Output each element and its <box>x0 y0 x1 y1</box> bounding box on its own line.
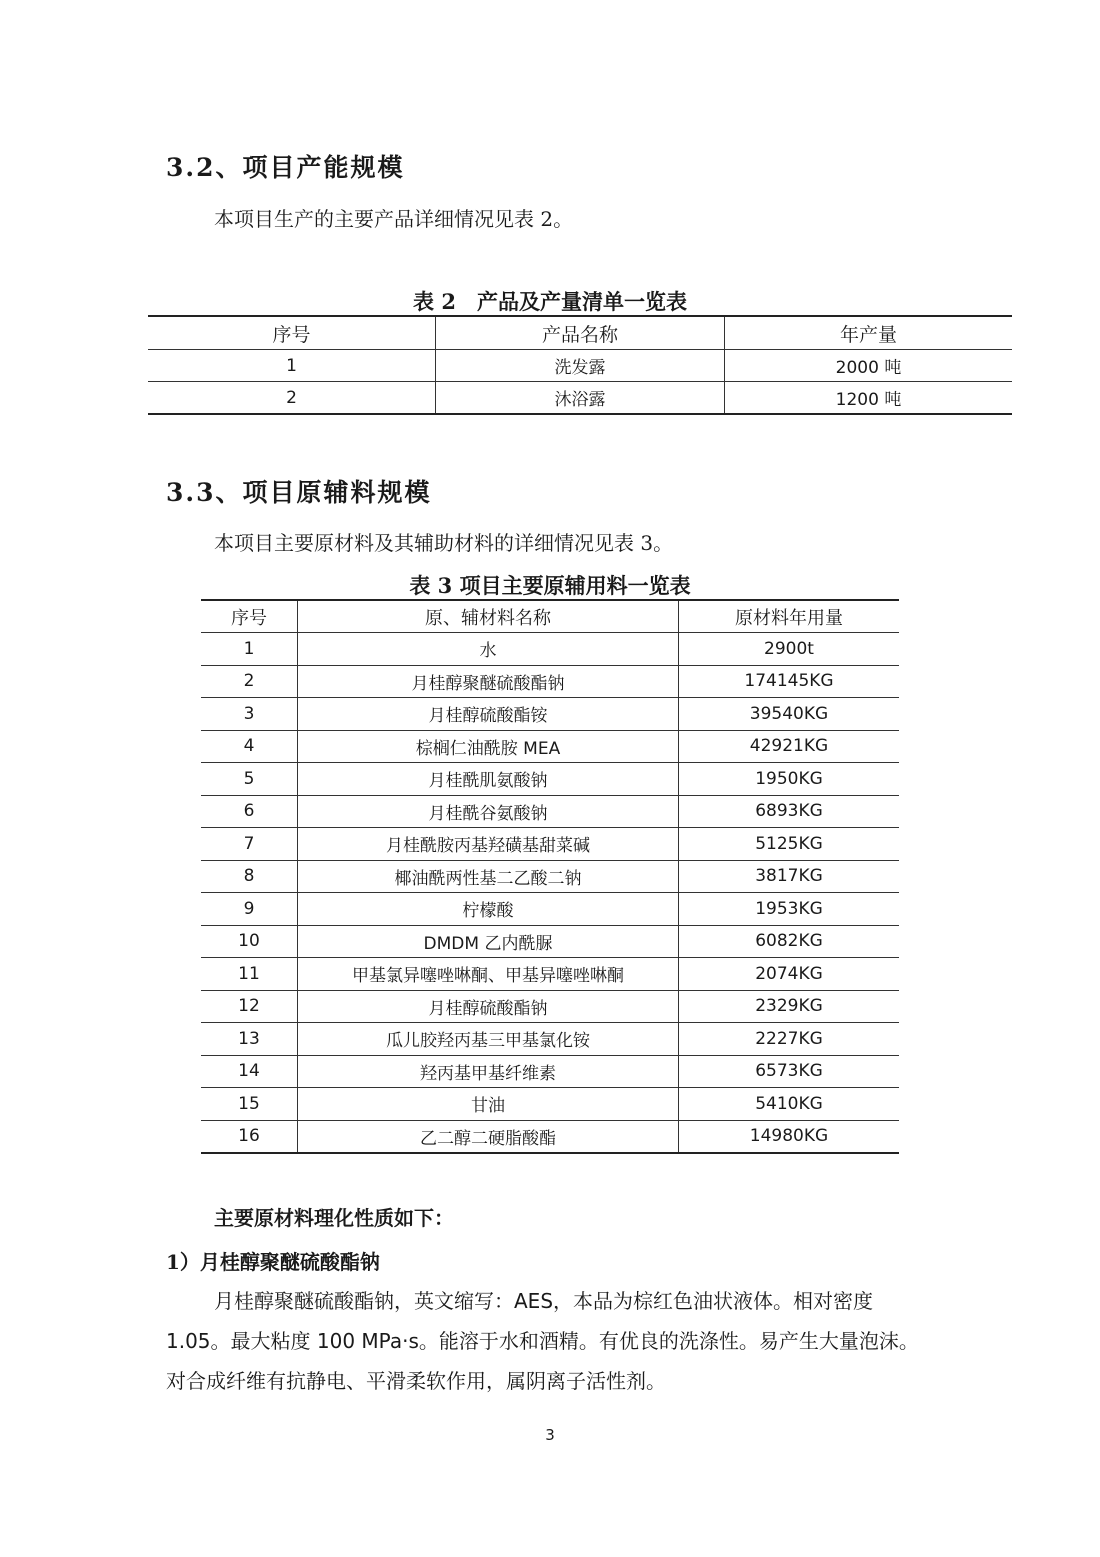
table-cell: 月桂酰胺丙基羟磺基甜菜碱 <box>298 828 679 861</box>
table-row <box>201 1088 899 1121</box>
table-cell: 6893KG <box>679 795 900 828</box>
table-row <box>201 1023 899 1056</box>
materials-table <box>201 599 899 1154</box>
table-header-row <box>148 316 1012 350</box>
header-cell: 年产量 <box>725 316 1013 350</box>
page-number: 3 <box>545 1426 555 1444</box>
table-cell: 水 <box>298 633 679 666</box>
table-cell: 11 <box>201 958 298 991</box>
header-cell: 原、辅材料名称 <box>298 600 679 633</box>
table-row <box>201 990 899 1023</box>
table-row <box>201 1055 899 1088</box>
table-cell: 1 <box>201 633 298 666</box>
section-3-3-intro: 本项目主要原材料及其辅助材料的详细情况见表 3。 <box>214 531 674 555</box>
table-row <box>201 763 899 796</box>
table-cell: 5125KG <box>679 828 900 861</box>
table-cell: 月桂酰谷氨酸钠 <box>298 795 679 828</box>
product-table <box>148 315 1012 415</box>
table-cell: 1200 吨 <box>725 382 1013 415</box>
table-cell: 13 <box>201 1023 298 1056</box>
table-cell: DMDM 乙内酰脲 <box>298 925 679 958</box>
table-cell: 6573KG <box>679 1055 900 1088</box>
table2-caption: 表 2 产品及产量清单一览表 <box>413 289 687 314</box>
header-cell: 原材料年用量 <box>679 600 900 633</box>
table-cell: 3817KG <box>679 860 900 893</box>
table-cell: 42921KG <box>679 730 900 763</box>
table-cell: 6082KG <box>679 925 900 958</box>
table-cell: 2900t <box>679 633 900 666</box>
table-cell: 2 <box>148 382 436 415</box>
table-cell: 15 <box>201 1088 298 1121</box>
table-cell: 1 <box>148 350 436 382</box>
table-cell: 洗发露 <box>436 350 725 382</box>
table-row <box>201 698 899 731</box>
table-cell: 2227KG <box>679 1023 900 1056</box>
table-cell: 柠檬酸 <box>298 893 679 926</box>
table-cell: 2 <box>201 665 298 698</box>
table-row <box>201 795 899 828</box>
table-row <box>201 730 899 763</box>
header-cell: 序号 <box>201 600 298 633</box>
table-cell: 16 <box>201 1120 298 1153</box>
header-cell: 产品名称 <box>436 316 725 350</box>
table-cell: 9 <box>201 893 298 926</box>
table-cell: 2074KG <box>679 958 900 991</box>
section-3-3-heading: 3.3、项目原辅料规模 <box>166 478 432 507</box>
table-row <box>201 958 899 991</box>
table-cell: 乙二醇二硬脂酸酯 <box>298 1120 679 1153</box>
table-row <box>201 860 899 893</box>
property-item-title: 1）月桂醇聚醚硫酸酯钠 <box>166 1250 380 1274</box>
description-line: 月桂醇聚醚硫酸酯钠，英文缩写：AES，本品为棕红色油状液体。相对密度 <box>214 1289 874 1313</box>
table-row <box>201 1120 899 1153</box>
table-row <box>201 893 899 926</box>
table-cell: 月桂醇硫酸酯钠 <box>298 990 679 1023</box>
table-cell: 月桂醇硫酸酯铵 <box>298 698 679 731</box>
header-cell: 序号 <box>148 316 436 350</box>
table-cell: 瓜儿胶羟丙基三甲基氯化铵 <box>298 1023 679 1056</box>
table-row <box>148 350 1012 382</box>
properties-intro: 主要原材料理化性质如下： <box>214 1206 454 1230</box>
table-cell: 椰油酰两性基二乙酸二钠 <box>298 860 679 893</box>
table-cell: 3 <box>201 698 298 731</box>
table-row <box>201 925 899 958</box>
table-row <box>201 828 899 861</box>
table-cell: 12 <box>201 990 298 1023</box>
description-line: 1.05。最大粘度 100 MPa·s。能溶于水和酒精。有优良的洗涤性。易产生大量泡沫。 <box>166 1329 919 1353</box>
table-row <box>201 665 899 698</box>
section-3-2-intro: 本项目生产的主要产品详细情况见表 2。 <box>214 207 574 231</box>
section-3-2-heading: 3.2、项目产能规模 <box>166 153 405 182</box>
table-row <box>201 633 899 666</box>
table-cell: 174145KG <box>679 665 900 698</box>
table-cell: 甘油 <box>298 1088 679 1121</box>
table-cell: 1950KG <box>679 763 900 796</box>
description-line: 对合成纤维有抗静电、平滑柔软作用，属阴离子活性剂。 <box>166 1369 666 1393</box>
table-header-row <box>201 600 899 633</box>
table-cell: 2329KG <box>679 990 900 1023</box>
table-cell: 5 <box>201 763 298 796</box>
table-cell: 14980KG <box>679 1120 900 1153</box>
table-cell: 14 <box>201 1055 298 1088</box>
table-row <box>148 382 1012 415</box>
table-cell: 月桂醇聚醚硫酸酯钠 <box>298 665 679 698</box>
table-cell: 5410KG <box>679 1088 900 1121</box>
table-cell: 6 <box>201 795 298 828</box>
table-cell: 沐浴露 <box>436 382 725 415</box>
table3-caption: 表 3 项目主要原辅用料一览表 <box>409 573 691 598</box>
table-cell: 羟丙基甲基纤维素 <box>298 1055 679 1088</box>
table-cell: 棕榈仁油酰胺 MEA <box>298 730 679 763</box>
table-cell: 4 <box>201 730 298 763</box>
table-cell: 甲基氯异噻唑啉酮、甲基异噻唑啉酮 <box>298 958 679 991</box>
table-cell: 8 <box>201 860 298 893</box>
property-description <box>166 1281 946 1401</box>
table-cell: 7 <box>201 828 298 861</box>
table-cell: 10 <box>201 925 298 958</box>
table-cell: 1953KG <box>679 893 900 926</box>
table-cell: 月桂酰肌氨酸钠 <box>298 763 679 796</box>
table-cell: 2000 吨 <box>725 350 1013 382</box>
table-cell: 39540KG <box>679 698 900 731</box>
